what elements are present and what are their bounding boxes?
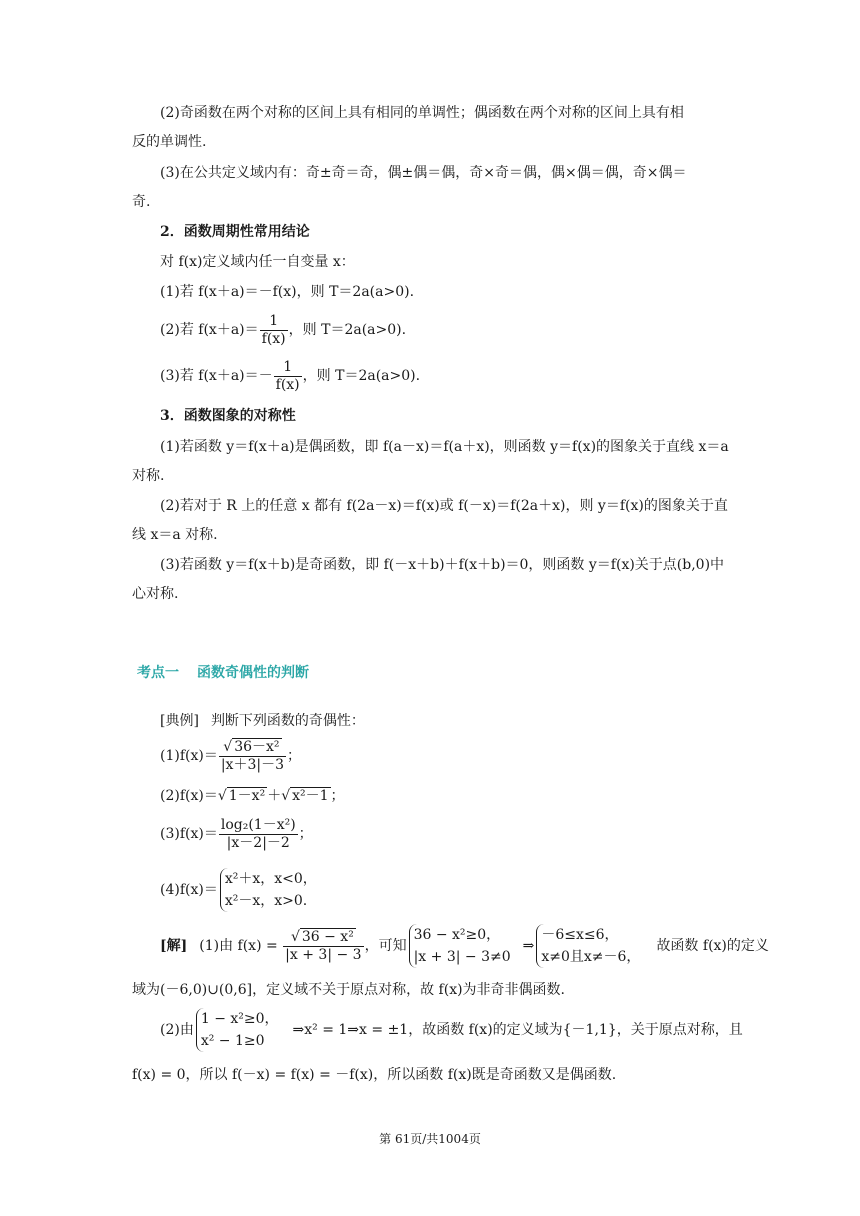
condition-brace xyxy=(409,924,511,968)
fraction-numerator: 1 xyxy=(274,359,302,377)
solution-tag: [解] xyxy=(160,938,188,954)
para3-line2: 奇. xyxy=(132,194,151,210)
fraction xyxy=(260,313,288,348)
f2-plus: ＋ xyxy=(267,788,282,804)
fraction xyxy=(274,359,302,394)
fraction xyxy=(283,928,363,964)
condition-3: －6≤x≤6， xyxy=(541,927,619,943)
f4-prefix: (4)f(x)＝ xyxy=(160,882,218,898)
example-f3 xyxy=(160,814,313,854)
fraction-numerator: log₂(1－x²) xyxy=(220,816,296,833)
fraction-denominator: f(x) xyxy=(261,330,286,347)
s2-text: ⇒x² = 1⇒x = ±1，故函数 f(x)的定义域为{－1,1}，关于原点对称，且 xyxy=(292,1022,743,1038)
section3-item2-line1: (2)若对于 R 上的任意 x 都有 f(2a－x)＝f(x)或 f(－x)＝f(2a＋x)，则 y＝f(x)的图象关于直 xyxy=(160,498,728,514)
s2-prefix: (2)由 xyxy=(160,1022,194,1038)
solution-2-line2: f(x) = 0，所以 f(－x) = f(x) = －f(x)，所以函数 f(x)既是奇函数又是偶函数. xyxy=(132,1067,617,1083)
topic-label: 考点一 xyxy=(137,665,179,681)
example-f2 xyxy=(160,786,345,806)
f3-prefix: (3)f(x)＝ xyxy=(160,826,218,842)
piecewise-case-2: x²－x，x>0. xyxy=(224,893,308,909)
f3-suffix: ； xyxy=(298,826,313,842)
page-number-footer: 第 61页/共1004页 xyxy=(379,1132,481,1146)
para2-line1: (2)奇函数在两个对称的区间上具有相同的单调性；偶函数在两个对称的区间上具有相 xyxy=(160,105,684,121)
section2-intro: 对 f(x)定义域内任一自变量 x： xyxy=(160,254,355,270)
section2-heading: 2．函数周期性常用结论 xyxy=(160,224,310,240)
example-prompt-text: 判断下列函数的奇偶性： xyxy=(210,713,365,729)
solution-1-line2: 域为(－6,0)∪(0,6]，定义域不关于原点对称，故 f(x)为非奇非偶函数. xyxy=(132,982,566,998)
f1-suffix: ； xyxy=(287,748,301,764)
fraction xyxy=(219,817,298,852)
sqrt-icon: √ xyxy=(223,739,233,755)
section3-item3-line2: 心对称. xyxy=(132,586,179,602)
section2-item3 xyxy=(160,358,420,394)
section3-item1-line2: 对称. xyxy=(132,468,165,484)
fraction xyxy=(219,738,286,774)
item2-suffix: ，则 T＝2a(a>0). xyxy=(288,322,407,338)
para3-line1: (3)在公共定义域内有：奇±奇＝奇，偶±偶＝偶，奇×奇＝偶，偶×偶＝偶，奇×偶＝ xyxy=(160,165,687,181)
section2-item2 xyxy=(160,312,406,348)
solution-1-line1 xyxy=(160,922,769,970)
condition-1: 36 − x²≥0， xyxy=(413,927,501,943)
f1-prefix: (1)f(x)＝ xyxy=(160,748,218,764)
piecewise-brace xyxy=(220,868,317,912)
item2-prefix: (2)若 f(x＋a)＝ xyxy=(160,322,259,338)
radicand: x²－1 xyxy=(292,788,329,804)
fraction-denominator: |x + 3| − 3 xyxy=(285,947,362,963)
condition-brace xyxy=(196,1008,279,1052)
item3-suffix: ，则 T＝2a(a>0). xyxy=(302,368,421,384)
condition-4: x≠0且x≠－6， xyxy=(541,949,641,965)
section2-item1: (1)若 f(x＋a)＝－f(x)，则 T＝2a(a>0). xyxy=(160,284,415,300)
condition-2: x² − 1≥0 xyxy=(200,1033,265,1049)
topic-title: 函数奇偶性的判断 xyxy=(197,665,309,681)
item3-prefix: (3)若 f(x＋a)＝－ xyxy=(160,368,273,384)
para2-line2: 反的单调性. xyxy=(132,134,207,150)
sqrt-icon: √ xyxy=(290,929,300,945)
s1-prefix: (1)由 f(x) = xyxy=(199,938,283,954)
radicand: 1－x² xyxy=(228,788,266,804)
s1-suffix: 故函数 f(x)的定义 xyxy=(656,938,769,954)
condition-2: |x + 3| − 3≠0 xyxy=(413,949,511,965)
f2-suffix: ； xyxy=(330,788,345,804)
fraction-numerator xyxy=(219,738,286,757)
radicand: 36－x² xyxy=(234,739,280,755)
example-tag: [典例] xyxy=(160,713,199,729)
implies-icon: ⇒ xyxy=(522,938,535,954)
topic-heading xyxy=(137,663,309,683)
piecewise-case-1: x²＋x，x<0， xyxy=(224,871,317,887)
fraction-denominator: f(x) xyxy=(275,376,300,393)
fraction-numerator: 1 xyxy=(260,313,288,331)
section3-item1-line1: (1)若函数 y＝f(x＋a)是偶函数，即 f(a－x)＝f(a＋x)，则函数 y＝f(x)的图象关于直线 x＝a xyxy=(160,439,729,455)
s1-conj: ，可知 xyxy=(364,938,407,954)
fraction-denominator: |x＋3|－3 xyxy=(220,757,284,773)
section3-item3-line1: (3)若函数 y＝f(x＋b)是奇函数，即 f(－x＋b)＋f(x＋b)＝0，则函数 y＝f(x)关于点(b,0)中 xyxy=(160,557,725,573)
example-prompt xyxy=(160,711,365,731)
example-f1 xyxy=(160,736,301,776)
f2-prefix: (2)f(x)＝ xyxy=(160,788,218,804)
section3-item2-line2: 线 x＝a 对称. xyxy=(132,527,218,543)
sqrt-icon: √ xyxy=(281,788,291,804)
sqrt-icon: √ xyxy=(217,788,227,804)
condition-1: 1 − x²≥0， xyxy=(200,1011,279,1027)
section3-heading: 3．函数图象的对称性 xyxy=(160,408,296,424)
condition-brace xyxy=(536,924,640,968)
fraction-numerator xyxy=(283,928,363,947)
fraction-denominator: |x－2|－2 xyxy=(226,834,290,851)
solution-2-line1 xyxy=(160,1006,743,1054)
radicand: 36 − x² xyxy=(301,929,354,945)
example-f4 xyxy=(160,866,317,914)
